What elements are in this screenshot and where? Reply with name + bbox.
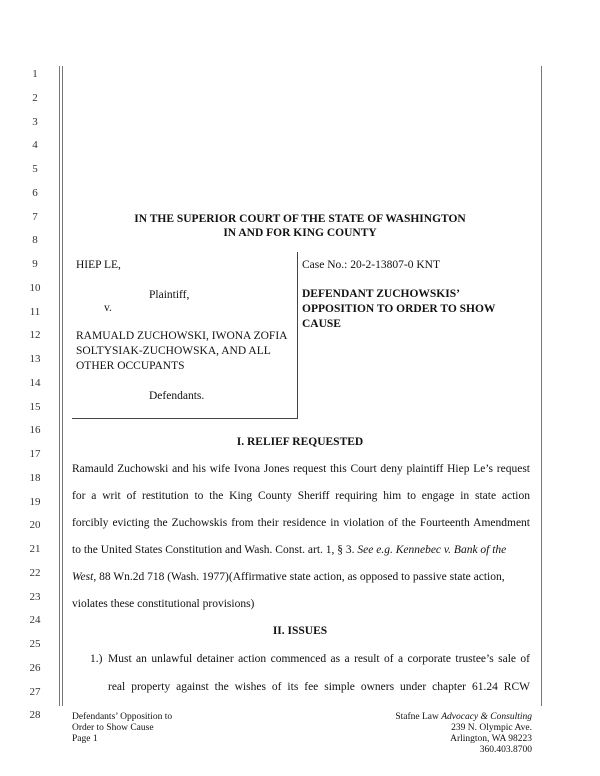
footer-doc-title-1: Defendants’ Opposition to (72, 712, 173, 722)
footer-page-number: Page 1 (72, 734, 98, 744)
caption-divider (297, 252, 298, 418)
issue-1-line-2: real property against the wishes of its fee simple owners under chapter 61.24 RCW (108, 681, 530, 693)
footer-doc-title-2: Order to Show Cause (72, 723, 154, 733)
document-title-line3: CAUSE (302, 318, 341, 330)
line-number: 18 (29, 471, 41, 484)
line-number: 6 (32, 186, 38, 199)
line-number: 23 (29, 590, 41, 603)
case-citation-end: West (72, 571, 94, 583)
line-number: 20 (29, 519, 41, 532)
line-number: 12 (29, 329, 41, 342)
line-number: 27 (29, 685, 41, 698)
line-number: 2 (32, 91, 38, 104)
section-heading-issues: II. ISSUES (272, 625, 328, 637)
line-number: 16 (29, 424, 41, 437)
line-number: 11 (29, 305, 41, 318)
line-number: 17 (29, 448, 41, 460)
line-number: 8 (32, 234, 38, 247)
defendants-line2: SOLTYSIAK-ZUCHOWSKA, AND ALL (76, 345, 271, 357)
court-title-line2: IN AND FOR KING COUNTY (223, 227, 377, 239)
footer-address-2: Arlington, WA 98223 (450, 734, 532, 744)
defendants-line3: OTHER OCCUPANTS (76, 360, 185, 372)
line-number: 15 (29, 400, 41, 413)
line-number: 4 (32, 139, 38, 152)
line-number: 25 (29, 638, 41, 650)
line-number: 10 (29, 281, 41, 294)
relief-line-5 (72, 570, 530, 584)
issue-1-line-1: Must an unlawful detainer action commenced as a result of a corporate trustee’s sale of (108, 653, 530, 665)
relief-line-3: forcibly evicting the Zuchowskis from their residence in violation of the Fourteenth Amendment (72, 517, 530, 529)
relief-line-1: Ramauld Zuchowski and his wife Ivona Jones request this Court deny plaintiff Hiep Le’s request (72, 463, 530, 475)
line-number: 26 (29, 661, 41, 674)
line-number: 9 (32, 258, 38, 270)
line-number: 7 (32, 210, 38, 223)
defendants-line1: RAMUALD ZUCHOWSKI, IWONA ZOFIA (76, 330, 288, 342)
case-number: Case No.: 20-2-13807-0 KNT (302, 259, 440, 271)
versus: v. (104, 302, 112, 314)
relief-line-2: for a writ of restitution to the King County Sheriff requiring him to engage in state action (72, 490, 530, 502)
plaintiff-name: HIEP LE, (76, 259, 121, 271)
line-number: 14 (29, 376, 41, 389)
relief-line-5-text: , 88 Wn.2d 718 (Wash. 1977)(Affirmative state action, as opposed to passive state action, (93, 571, 505, 583)
relief-line-4 (72, 543, 530, 557)
line-number: 1 (32, 68, 38, 80)
left-margin-rule (59, 66, 60, 706)
footer-address-1: 239 N. Olympic Ave. (451, 723, 532, 733)
plaintiff-label: Plaintiff, (149, 289, 190, 301)
line-number: 5 (32, 163, 38, 175)
caption-underline (72, 418, 298, 419)
left-margin-rule-inner (62, 66, 63, 706)
case-citation-start: See e.g. Kennebec v. Bank of the (357, 544, 507, 556)
line-number: 28 (29, 709, 41, 722)
relief-line-4-text: to the United States Constitution and Wash. Const. art. 1, § 3. (72, 544, 358, 556)
line-number: 22 (29, 566, 41, 579)
issue-1-number: 1.) (90, 653, 103, 665)
document-title-line1: DEFENDANT ZUCHOWSKIS’ (302, 288, 460, 300)
right-margin-rule (541, 66, 542, 706)
line-number: 13 (29, 353, 41, 365)
footer-phone: 360.403.8700 (479, 745, 532, 755)
line-number: 21 (29, 543, 41, 555)
line-number: 19 (29, 495, 41, 508)
section-heading-relief: I. RELIEF REQUESTED (236, 436, 364, 448)
line-number: 3 (32, 115, 38, 128)
footer-firm-name (395, 712, 532, 723)
defendants-label: Defendants. (149, 390, 205, 402)
footer-firm-name-a: Stafne Law (395, 712, 442, 722)
footer-firm-name-b: Advocacy & Consulting (441, 712, 532, 722)
document-title-line2: OPPOSITION TO ORDER TO SHOW (302, 303, 496, 315)
court-title-line1: IN THE SUPERIOR COURT OF THE STATE OF WASHINGTON (134, 213, 466, 225)
relief-line-6: violates these constitutional provisions) (72, 598, 255, 610)
line-number: 24 (29, 614, 41, 627)
